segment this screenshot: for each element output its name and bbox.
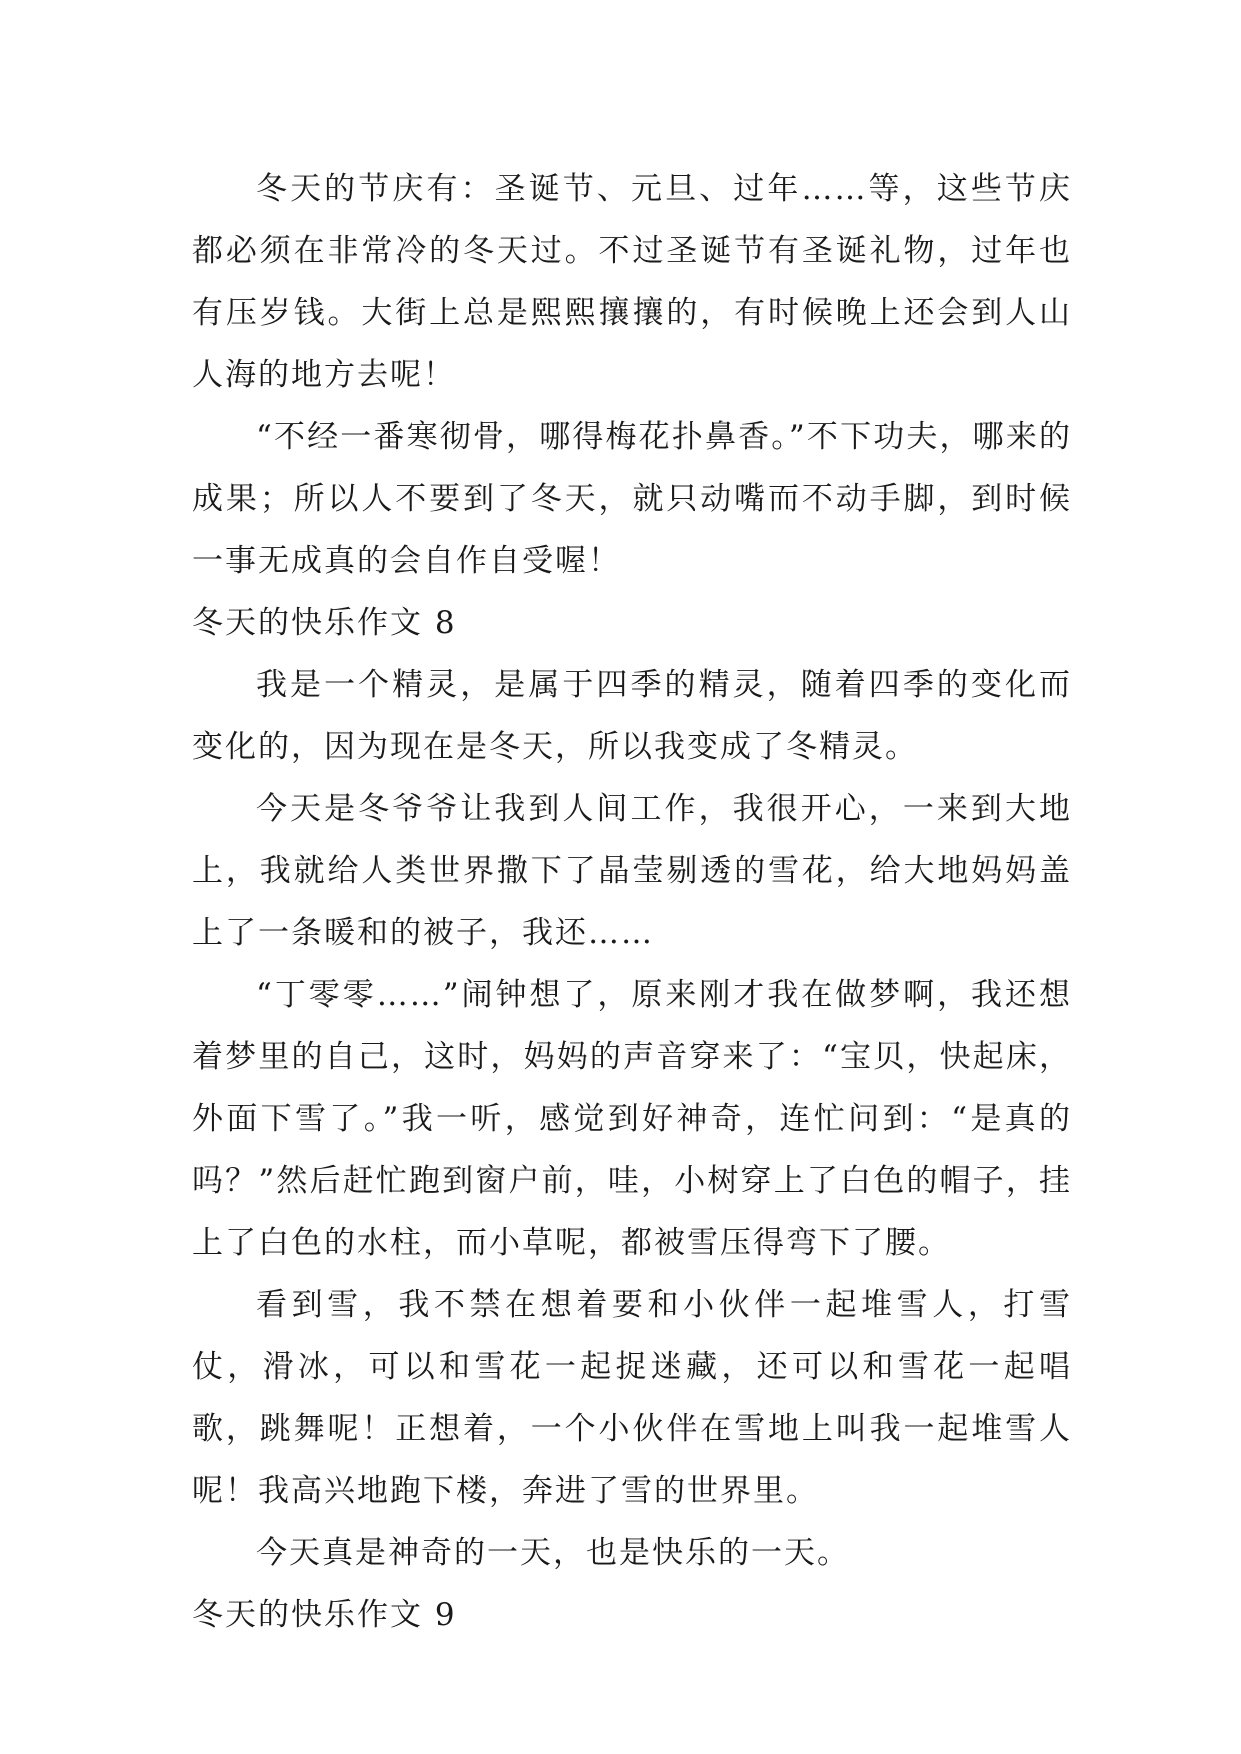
essay-title-9: 冬天的快乐作文 9 xyxy=(192,1597,457,1633)
paragraph-conclusion: 今天真是神奇的一天，也是快乐的一天。 xyxy=(256,1535,850,1571)
paragraph-alarm: “丁零零……”闹钟想了，原来刚才我在做梦啊，我还想着梦里的自己，这时，妈妈的声音穿来了：“宝贝，快起床，外面下雪了。”我一听，感觉到好神奇，连忙问到：“是真的吗？”然后赶忙跑到窗户前，哇，小树穿上了白色的帽子，挂上了白色的水柱，而小草呢，都被雪压得弯下了腰。 xyxy=(192,977,1072,1261)
paragraph-elf: 我是一个精灵，是属于四季的精灵，随着四季的变化而变化的，因为现在是冬天，所以我变成了冬精灵。 xyxy=(192,667,1072,765)
paragraph-proverb: “不经一番寒彻骨，哪得梅花扑鼻香。”不下功夫，哪来的成果；所以人不要到了冬天，就只动嘴而不动手脚，到时候一事无成真的会自作自受喔！ xyxy=(192,419,1072,579)
paragraph-snow-play: 看到雪，我不禁在想着要和小伙伴一起堆雪人，打雪仗，滑冰，可以和雪花一起捉迷藏，还可以和雪花一起唱歌，跳舞呢！正想着，一个小伙伴在雪地上叫我一起堆雪人呢！我高兴地跑下楼，奔进了雪的世界里。 xyxy=(192,1287,1072,1509)
paragraph-snowfall: 今天是冬爷爷让我到人间工作，我很开心，一来到大地上，我就给人类世界撒下了晶莹剔透的雪花，给大地妈妈盖上了一条暖和的被子，我还…… xyxy=(192,791,1072,951)
paragraph-festivals: 冬天的节庆有：圣诞节、元旦、过年……等，这些节庆都必须在非常冷的冬天过。不过圣诞节有圣诞礼物，过年也有压岁钱。大街上总是熙熙攘攘的，有时候晚上还会到人山人海的地方去呢！ xyxy=(192,171,1072,393)
essay-title-8: 冬天的快乐作文 8 xyxy=(192,605,457,641)
document-body xyxy=(192,158,1072,1646)
